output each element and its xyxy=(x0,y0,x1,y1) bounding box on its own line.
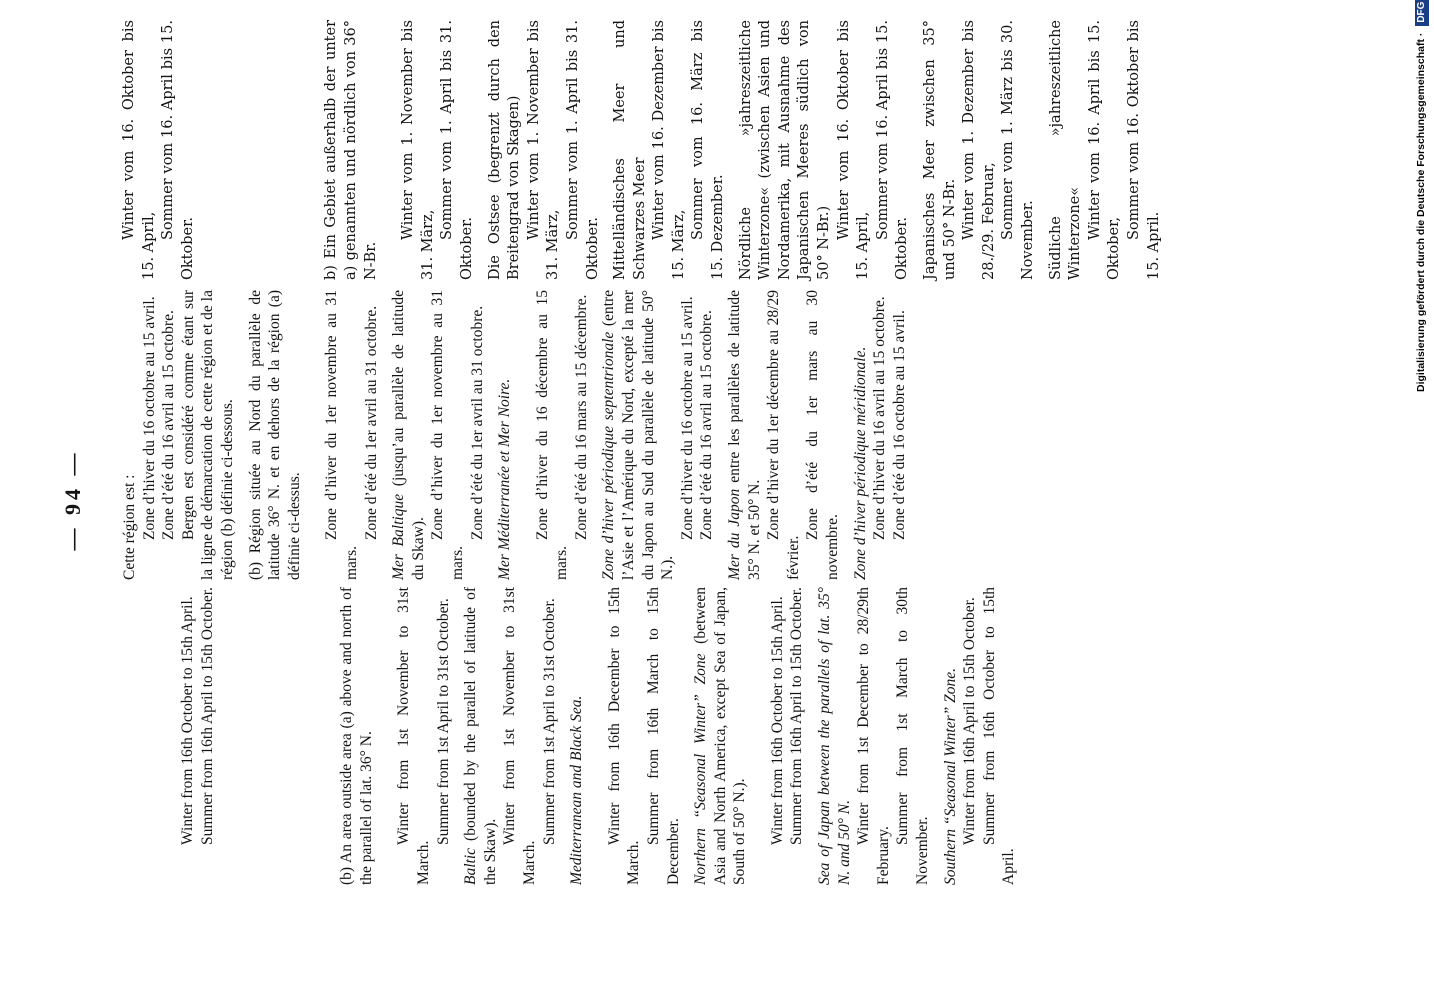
entry-southern-zone xyxy=(1047,20,1165,280)
summer-text: Sommer vom 1. April bis 31. Oktober. xyxy=(564,20,601,280)
northern-title: Zone d’hiver périodique septentrionale xyxy=(600,331,618,580)
southern-heading: Südliche »jahreszeitliche Winterzone« xyxy=(1047,20,1084,280)
area-b-heading: (b) An area outside area (a) above and north of the parallel of lat. 36° N. xyxy=(338,587,375,885)
mediterranean-heading: Mittelländisches Meer und Schwarzes Meer xyxy=(612,20,648,280)
entry-area-a xyxy=(120,20,198,280)
summer-text: Summer from 1st April to 31st October. xyxy=(540,598,558,845)
summer-text: Sommer vom 16. Oktober bis 15. April. xyxy=(1125,20,1162,280)
baltic-title: Mer Baltique xyxy=(390,493,408,580)
northern-qualifier: (entre l’Asie et l’Amérique du Nord, excepté la mer du Japon au Sud du parallèle de latitude 50° N.). xyxy=(600,289,677,580)
summer-text: Summer from 16th April to 15th October. xyxy=(788,587,806,845)
french-column xyxy=(120,290,909,580)
japan-heading xyxy=(725,290,764,580)
northern-title: Nördliche »jahreszeitliche Winterzone« xyxy=(737,20,774,280)
english-column xyxy=(120,587,1019,885)
japan-heading: Sea of Japan between the parallels of lat. 35° N. and 50° N. xyxy=(816,587,853,885)
baltic-heading xyxy=(389,290,428,580)
entry-baltic xyxy=(461,587,559,885)
japan-heading: Japanisches Meer zwischen 35° und 50° N-Br. xyxy=(922,20,958,280)
summer-text: Summer from 1st April to 31st October. xyxy=(434,598,452,845)
winter-text: Winter from 16th April to 15th October. xyxy=(961,597,979,845)
summer-text: Zone d’été du 16 avril au 15 octobre. xyxy=(160,310,178,540)
winter-text: Winter vom 16. April bis 15. Oktober, xyxy=(1086,20,1123,280)
winter-text: Zone d’hiver du 1er décembre au 28/29 février. xyxy=(765,290,802,580)
summer-text: Sommer vom 16. April bis 15. Oktober. xyxy=(874,20,911,280)
winter-text: Winter from 1st November to 31st March. xyxy=(501,587,538,885)
japan-title: Mer du Japon xyxy=(726,488,744,580)
entry-mediterranean xyxy=(495,290,591,580)
entry-area-b xyxy=(337,587,453,885)
winter-text: Winter from 1st November to 31st March. xyxy=(395,587,432,885)
mediterranean-heading: Mediterranean and Black Sea. xyxy=(568,695,586,885)
intro-text: Cette région est : xyxy=(121,474,138,580)
summer-text: Summer from 16th April to 15th October. xyxy=(198,587,216,845)
summer-text: Zone d’été du 1er avril au 31 octobre. xyxy=(362,305,380,540)
winter-text: Winter from 1st December to 28/29th February. xyxy=(855,587,892,885)
winter-text: Zone d’hiver du 1er novembre au 31 mars. xyxy=(429,290,466,580)
entry-sea-of-japan xyxy=(725,290,843,580)
northern-heading xyxy=(599,290,677,580)
southern-heading: Southern “Seasonal Winter” Zone. xyxy=(941,667,959,885)
southern-heading: Zone d’hiver périodique méridionale. xyxy=(851,346,869,580)
northern-title: Northern “Seasonal Winter” Zone xyxy=(692,653,710,885)
entry-area-a xyxy=(178,587,217,885)
winter-text: Winter vom 1. Dezember bis 28./29. Februar, xyxy=(961,20,997,280)
entry-sea-of-japan xyxy=(815,587,933,885)
entry-baltic xyxy=(389,290,487,580)
northern-qualifier: (zwischen Asien und Nordamerika, mit Ausnahme des Japanischen Meeres südlich von 50° N-Br.) xyxy=(757,20,833,280)
baltic-qualifier: (jusqu’au parallèle de latitude du Skaw). xyxy=(390,290,427,580)
winter-text: Winter vom 16. Oktober bis 15. April, xyxy=(121,20,157,280)
winter-text: Winter vom 1. November bis 31. März, xyxy=(525,20,562,280)
credit-text: Digitalisierung gefördert durch die Deutsche Forschungsgemeinschaft xyxy=(1415,39,1427,392)
winter-text: Zone d’hiver du 16 décembre au 15 mars. xyxy=(533,290,571,580)
entry-area-a xyxy=(120,290,238,580)
german-column xyxy=(120,20,1164,280)
summer-text: Summer from 16th October to 15th April. xyxy=(980,587,1018,885)
winter-text: Winter from 16th December to 15th March. xyxy=(605,587,643,885)
area-b-heading: b) Ein Gebiet außerhalb der unter a) genannten und nördlich von 36° N-Br. xyxy=(323,20,379,280)
entry-mediterranean xyxy=(611,20,729,280)
entry-southern-zone xyxy=(851,290,910,580)
summer-text: Sommer vom 1. April bis 31. Oktober. xyxy=(439,20,475,280)
winter-text: Winter from 16th October to 15th April. xyxy=(179,596,196,845)
baltic-qualifier: (bounded by the parallel of latitude of the Skaw). xyxy=(462,587,499,885)
entry-area-b xyxy=(246,290,382,580)
mediterranean-heading: Mer Méditerranée et Mer Noire. xyxy=(496,378,514,580)
baltic-heading: Die Ostsee (begrenzt durch den Breitengrad von Skagen) xyxy=(486,20,523,280)
entry-area-b xyxy=(322,20,477,280)
entry-mediterranean xyxy=(567,587,683,885)
winter-text: Zone d’hiver du 16 octobre au 15 avril. xyxy=(140,296,158,540)
japan-qualifier: entre les parallèles de latitude 35° N. et 50° N. xyxy=(726,290,763,580)
page-number: — 94 — xyxy=(60,449,85,551)
winter-text: Winter vom 16. Oktober bis 15. April, xyxy=(835,20,872,280)
entry-baltic xyxy=(486,20,604,280)
dfg-logo: DFG xyxy=(1415,0,1429,26)
entry-northern-zone xyxy=(737,20,913,280)
entry-sea-of-japan xyxy=(921,20,1039,280)
summer-text: Zone d’été du 16 mars au 15 décembre. xyxy=(572,294,590,540)
baltic-title: Baltic xyxy=(462,847,480,885)
summer-text: Sommer vom 1. März bis 30. November. xyxy=(1000,20,1036,280)
entry-northern-zone xyxy=(599,290,717,580)
northern-heading xyxy=(691,587,750,885)
summer-text: Summer from 16th March to 15th December. xyxy=(644,587,682,885)
summer-text: Zone d’été du 1er avril au 31 octobre. xyxy=(468,305,486,540)
summer-text: Sommer vom 16. März bis 15. Dezember. xyxy=(690,20,727,280)
entry-northern-zone xyxy=(691,587,807,885)
winter-text: Winter from 16th October to 15th April. xyxy=(768,596,786,845)
winter-text: Zone d’hiver du 16 octobre au 15 avril. xyxy=(678,296,696,540)
winter-text: Zone d’hiver du 1er novembre au 31 mars. xyxy=(323,290,360,580)
northern-heading xyxy=(737,20,835,280)
winter-text: Winter vom 16. Dezember bis 15. März, xyxy=(651,20,687,280)
winter-text: Winter vom 1. November bis 31. März, xyxy=(400,20,436,280)
summer-text: Sommer vom 16. April bis 15. Oktober. xyxy=(160,20,196,280)
winter-text: Zone d’hiver du 16 avril au 15 octobre. xyxy=(871,296,889,540)
summer-text: Zone d’été du 16 octobre au 15 avril. xyxy=(890,310,908,540)
area-b-heading: (b) Région située au Nord du parallèle de latitude 36° N. et en dehors de la région (a) définie ci-dessus. xyxy=(246,290,303,580)
digitization-credit xyxy=(1410,1,1432,392)
summer-text: Summer from 1st March to 30th November. xyxy=(894,587,932,885)
baltic-heading xyxy=(461,587,500,885)
summer-text: Zone d’été du 1er mars au 30 novembre. xyxy=(804,290,841,580)
northern-qualifier: (between Asia and North America, except Sea of Japan, South of 50° N.). xyxy=(692,587,749,885)
summer-text: Zone d’été du 16 avril au 15 octobre. xyxy=(698,310,716,540)
credit-line: Digitalisierung gefördert durch die Deutsche Forschungsgemeinschaft · DFG xyxy=(1410,8,1432,392)
bergen-note: Bergen est considéré comme étant sur la ligne de démarcation de cette région et de la région (b) définie ci-dessous. xyxy=(179,290,236,580)
entry-southern-zone xyxy=(941,587,1019,885)
